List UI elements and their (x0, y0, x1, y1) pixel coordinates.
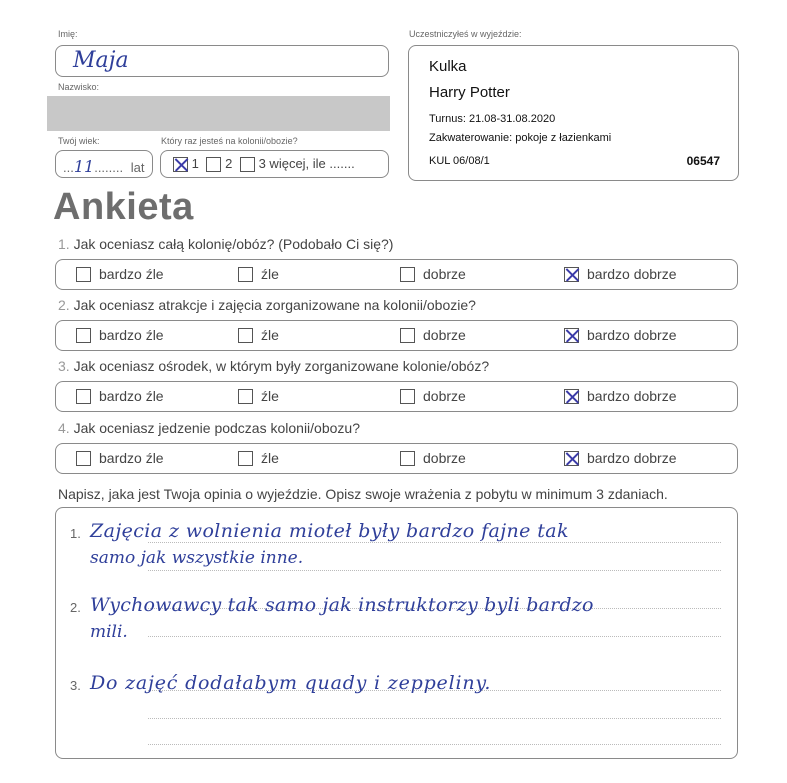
q2-checkbox-2[interactable] (238, 328, 253, 343)
opinion-line-number-2: 2. (70, 600, 81, 615)
dotted-line (148, 542, 721, 543)
opinion-line-number-3: 3. (70, 678, 81, 693)
imie-field[interactable] (55, 45, 389, 77)
q3-option-zle[interactable] (238, 387, 279, 404)
camp-name: Kulka (429, 58, 467, 75)
q2-option-3-label: dobrze (423, 327, 466, 344)
q4-option-2-label: źle (261, 450, 279, 467)
imie-value: Maja (73, 48, 129, 73)
q1-option-1-label: bardzo źle (99, 266, 164, 283)
q3-option-dobrze[interactable] (400, 387, 466, 404)
question-1-text: Jak oceniasz całą kolonię/obóz? (Podobało Ci się?) (73, 236, 394, 252)
camp-code: KUL 06/08/1 (429, 155, 490, 167)
opinion-answer-line-5: Do zajęć dodałabym quady i zeppeliny. (90, 672, 492, 694)
q1-checkbox-3[interactable] (400, 267, 415, 282)
question-2-answers (55, 320, 738, 351)
q4-option-bardzo-dobrze[interactable] (564, 449, 677, 466)
q4-option-zle[interactable] (238, 449, 279, 466)
dotted-line (148, 718, 721, 719)
q2-option-zle[interactable] (238, 326, 279, 343)
opinion-answer-line-2: samo jak wszystkie inne. (90, 548, 304, 568)
q1-option-dobrze[interactable] (400, 265, 466, 282)
question-3-text: Jak oceniasz ośrodek, w którym były zorganizowane kolonie/obóz? (73, 358, 490, 374)
q2-option-bardzo-dobrze[interactable] (564, 326, 677, 343)
q4-option-1-label: bardzo źle (99, 450, 164, 467)
participant-box (408, 45, 739, 181)
ktory-raz-field[interactable] (160, 150, 389, 178)
question-1 (58, 236, 393, 252)
q3-option-bardzo-dobrze[interactable] (564, 387, 677, 404)
zakwaterowanie-value: pokoje z łazienkami (515, 132, 612, 144)
ktory-raz-checkbox-3[interactable] (240, 157, 255, 172)
question-1-number: 1. (58, 236, 70, 252)
opinion-answer-line-1: Zajęcia z wolnienia mioteł były bardzo fajne tak (90, 520, 569, 542)
q2-option-2-label: źle (261, 327, 279, 344)
q4-checkbox-1[interactable] (76, 451, 91, 466)
q1-checkbox-4[interactable] (564, 267, 579, 282)
q1-option-4-label: bardzo dobrze (587, 266, 677, 283)
question-2 (58, 297, 476, 313)
q4-checkbox-3[interactable] (400, 451, 415, 466)
question-1-answers (55, 259, 738, 290)
opinion-box[interactable] (55, 507, 738, 759)
wiek-dots-before: ... (63, 160, 74, 175)
q2-checkbox-1[interactable] (76, 328, 91, 343)
q3-checkbox-1[interactable] (76, 389, 91, 404)
ktory-raz-checkbox-2[interactable] (206, 157, 221, 172)
q1-option-bardzo-zle[interactable] (76, 265, 164, 282)
wiek-label: Twój wiek: (58, 136, 100, 146)
q4-option-bardzo-zle[interactable] (76, 449, 164, 466)
q4-option-4-label: bardzo dobrze (587, 450, 677, 467)
question-2-number: 2. (58, 297, 70, 313)
q2-checkbox-3[interactable] (400, 328, 415, 343)
question-3-answers (55, 381, 738, 412)
redacted-surname (47, 96, 390, 131)
participant-label: Uczestniczyłeś w wyjeździe: (409, 29, 522, 39)
q3-checkbox-2[interactable] (238, 389, 253, 404)
q2-option-bardzo-zle[interactable] (76, 326, 164, 343)
wiek-field[interactable] (55, 150, 153, 178)
turnus-label: Turnus: (429, 113, 466, 125)
q1-checkbox-1[interactable] (76, 267, 91, 282)
q1-checkbox-2[interactable] (238, 267, 253, 282)
opinion-answer-line-3: Wychowawcy tak samo jak instruktorzy byli bardzo (90, 594, 594, 616)
dotted-line (148, 744, 721, 745)
q2-checkbox-4[interactable] (564, 328, 579, 343)
turnus-value: 21.08-31.08.2020 (468, 113, 556, 125)
dotted-line (148, 570, 721, 571)
q3-option-1-label: bardzo źle (99, 388, 164, 405)
question-3-number: 3. (58, 358, 70, 374)
question-4-number: 4. (58, 420, 70, 436)
q2-option-4-label: bardzo dobrze (587, 327, 677, 344)
q2-option-1-label: bardzo źle (99, 327, 164, 344)
nazwisko-label: Nazwisko: (58, 82, 100, 92)
q1-option-bardzo-dobrze[interactable] (564, 265, 677, 282)
question-3 (58, 358, 489, 374)
zakwaterowanie-label: Zakwaterowanie: (429, 132, 513, 144)
question-4-answers (55, 443, 738, 474)
q3-option-4-label: bardzo dobrze (587, 388, 677, 405)
q3-option-3-label: dobrze (423, 388, 466, 405)
q4-checkbox-2[interactable] (238, 451, 253, 466)
q3-option-bardzo-zle[interactable] (76, 387, 164, 404)
q4-option-3-label: dobrze (423, 450, 466, 467)
q4-option-dobrze[interactable] (400, 449, 466, 466)
imie-label: Imię: (58, 29, 78, 39)
ktory-raz-option-3: 3 więcej, ile ....... (258, 156, 355, 171)
opinion-answer-line-4: mili. (90, 622, 128, 642)
ktory-raz-checkbox-1[interactable] (173, 157, 188, 172)
q1-option-3-label: dobrze (423, 266, 466, 283)
page-title: Ankieta (53, 186, 194, 228)
form-number: 06547 (686, 154, 720, 168)
q3-option-2-label: źle (261, 388, 279, 405)
opinion-prompt: Napisz, jaka jest Twoja opinia o wyjeździe. Opisz swoje wrażenia z pobytu w minimum 3 zdaniach. (58, 486, 668, 502)
question-4 (58, 420, 360, 436)
opinion-line-number-1: 1. (70, 526, 81, 541)
ktory-raz-option-1: 1 (191, 156, 199, 171)
q3-checkbox-4[interactable] (564, 389, 579, 404)
ktory-raz-label: Który raz jesteś na kolonii/obozie? (161, 136, 298, 146)
question-2-text: Jak oceniasz atrakcje i zajęcia zorganizowane na kolonii/obozie? (73, 297, 476, 313)
q1-option-2-label: źle (261, 266, 279, 283)
dotted-line (148, 636, 721, 637)
wiek-value: 11 (73, 157, 95, 176)
q3-checkbox-3[interactable] (400, 389, 415, 404)
wiek-dots-after: ........ (94, 160, 124, 175)
wiek-unit: lat (130, 160, 145, 175)
q1-option-zle[interactable] (238, 265, 279, 282)
q4-checkbox-4[interactable] (564, 451, 579, 466)
camp-theme: Harry Potter (429, 84, 510, 101)
q2-option-dobrze[interactable] (400, 326, 466, 343)
ktory-raz-option-2: 2 (225, 156, 233, 171)
question-4-text: Jak oceniasz jedzenie podczas kolonii/obozu? (73, 420, 360, 436)
